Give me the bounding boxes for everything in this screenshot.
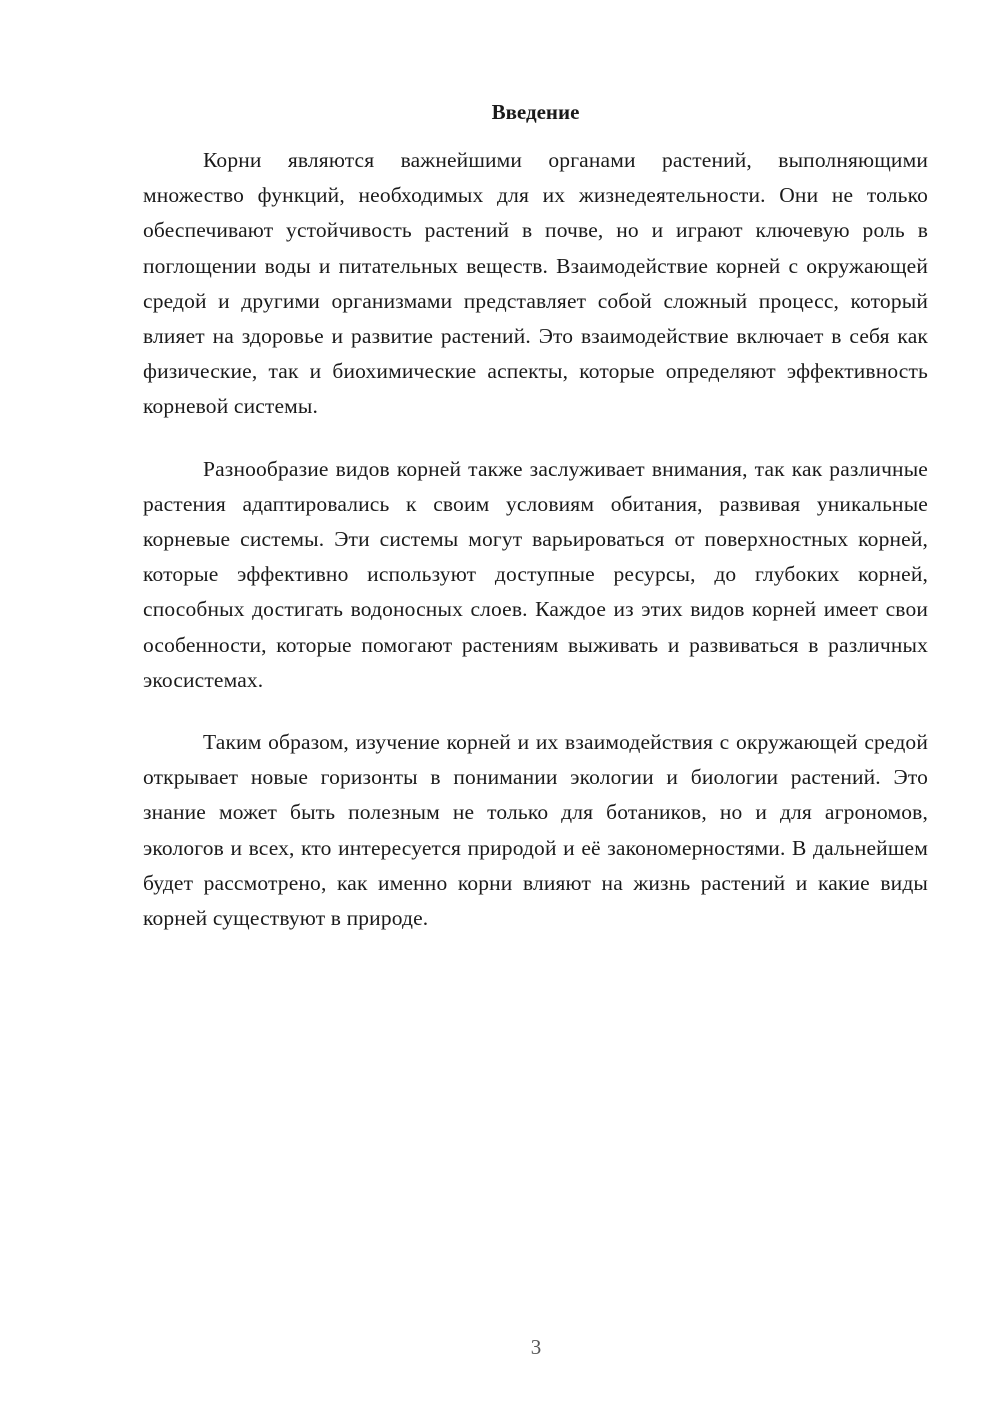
page-number: 3 [530,1335,542,1359]
body-text [143,143,928,963]
paragraph-1: Корни являются важнейшими органами растений, выполняющими множество функций, необходимых для их жизнедеятельности. Они не только обеспечивают устойчивость растений в почве, но и играют ключевую роль в поглощении воды и питательных веществ. Взаимодействие корней с окружающей средой и другими организмами представляет собой сложный процесс, который влияет на здоровье и развитие растений. Это взаимодействие включает в себя как физические, так и биохимические аспекты, которые определяют эффективность корневой системы. [143,148,928,419]
paragraph-2: Разнообразие видов корней также заслуживает внимания, так как различные растения адаптировались к своим условиям обитания, развивая уникальные корневые системы. Эти системы могут варьироваться от поверхностных корней, которые эффективно используют доступные ресурсы, до глубоких корней, способных достигать водоносных слоев. Каждое из этих видов корней имеет свои особенности, которые помогают растениям выживать и развиваться в различных экосистемах. [143,456,928,692]
section-title: Введение [491,100,580,124]
paragraph-3: Таким образом, изучение корней и их взаимодействия с окружающей средой открывает новые горизонты в понимании экологии и биологии растений. Это знание может быть полезным не только для ботаников, но и для агрономов, экологов и всех, кто интересуется природой и её закономерностями. В дальнейшем будет рассмотрено, как именно корни влияют на жизнь растений и какие виды корней существуют в природе. [143,730,928,931]
